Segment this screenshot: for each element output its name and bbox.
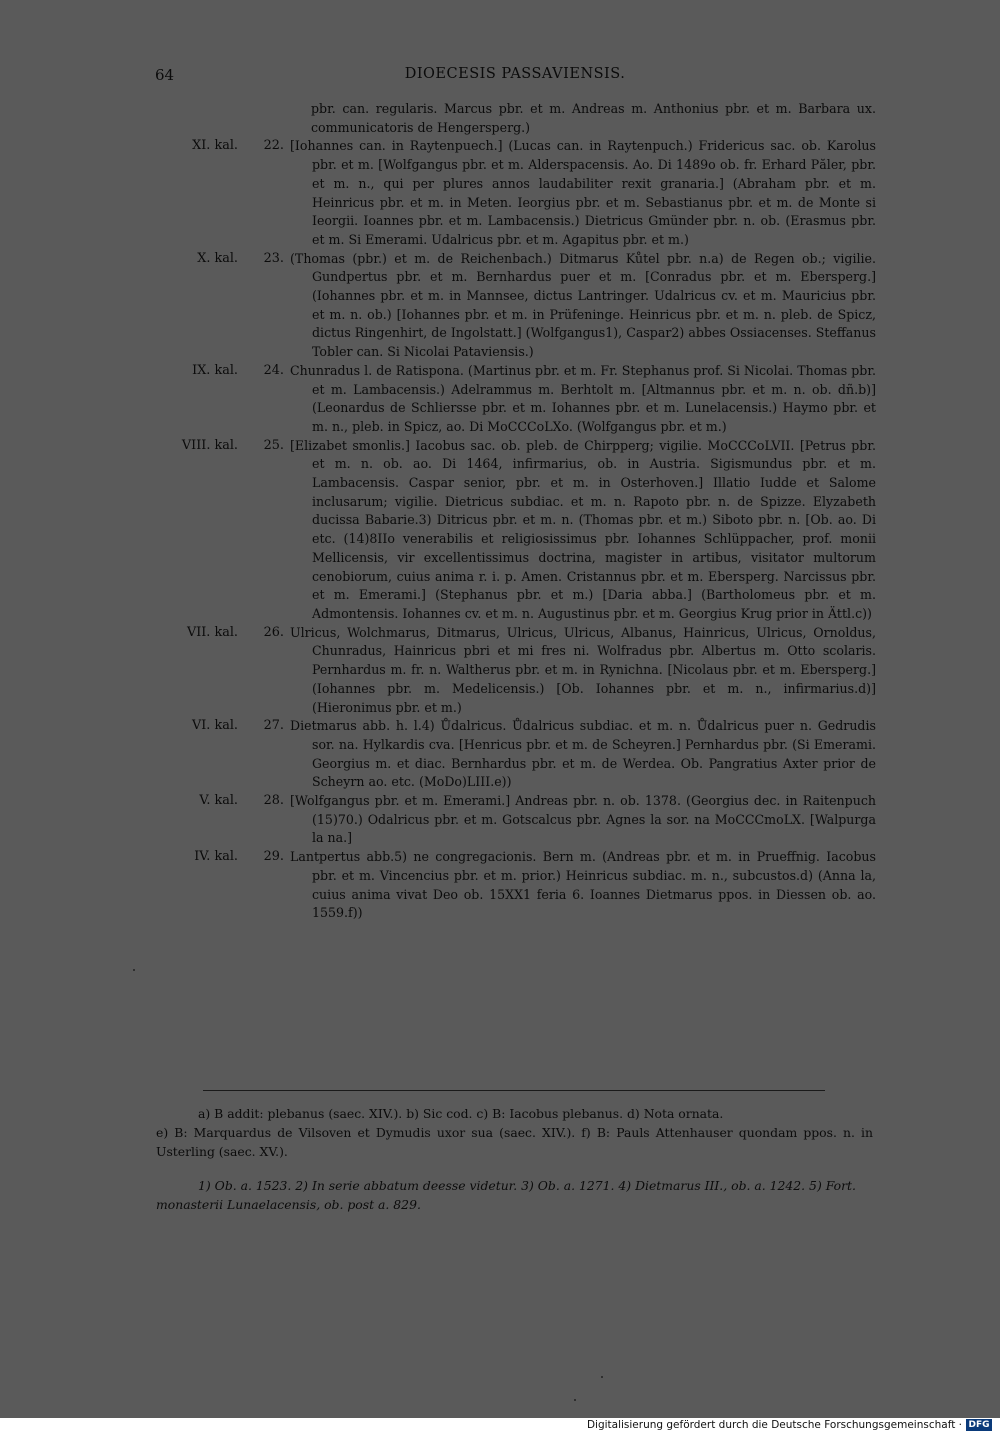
page-header (155, 66, 875, 88)
footnote-line: 1) Ob. a. 1523. 2) In serie abbatum deesse videtur. 3) Ob. a. 1271. 4) Dietmarus III., ob. a. 1242. 5) Fort. monasterii Lunaelacensis, ob. post a. 829. (156, 1178, 856, 1212)
entry-text: (Thomas (pbr.) et m. de Reichenbach.) Ditmarus Kůtel pbr. n.a) de Regen ob.; vigilie. Gundpertus pbr. et m. Bernhardus puer et m. [Conradus pbr. et m. Ebersperg.] (Iohannes pbr. et m. in Mannsee, dictus Lantringer. Udalricus cv. et m. Mauricius pbr. et m. n. ob.) [Iohannes pbr. et m. in Prüfeninge. Heinricus pbr. et m. n. pleb. de Spicz, dictus Ringenhirt, de Ingolstatt.] (Wolfgangus1), Caspar2) abbes Ossiacenses. Steffanus Tobler can. Si Nicolai Pataviensis.) (290, 250, 876, 360)
entry-xi-kal (150, 137, 876, 249)
entry-text: [Wolfgangus pbr. et m. Emerami.] Andreas pbr. n. ob. 1378. (Georgius dec. in Raitenpuch (15)70.) Odalricus pbr. et m. Gotscalcus pbr. Agnes la sor. na MoCCCmoLX. [Walpurga la na.] (290, 793, 876, 846)
entry-vii-kal (150, 624, 876, 718)
entry-v-kal (150, 792, 876, 848)
entry-kalend: X. kal. (197, 250, 238, 266)
entry-text: pbr. can. regularis. Marcus pbr. et m. Andreas m. Anthonius pbr. et m. Barbara ux. communicatoris de Hengersperg.) (311, 101, 876, 135)
entry-day-number: 29. (263, 849, 284, 865)
entry-kalend: V. kal. (199, 793, 238, 809)
page-number: 64 (155, 66, 175, 84)
footnote-line: e) B: Marquardus de Vilsoven et Dymudis uxor sua (saec. XIV.). f) B: Pauls Attenhauser quondam ppos. n. in Usterling (saec. XV.). (156, 1125, 873, 1159)
entry-day-number: 24. (263, 362, 284, 378)
entry-iv-kal (150, 848, 876, 923)
entry-kalend: VI. kal. (192, 718, 238, 734)
entry-viii-kal (150, 437, 876, 624)
entry-kalend: IV. kal. (194, 849, 238, 865)
running-head: DIOECESIS PASSAVIENSIS. (404, 66, 626, 82)
footer-credit: Digitalisierung gefördert durch die Deutsche Forschungsgemeinschaft · (586, 1419, 962, 1431)
entry-day-number: 28. (263, 793, 284, 809)
scan-speck (574, 1399, 576, 1401)
entry-text: Lantpertus abb.5) ne congregacionis. Bern m. (Andreas pbr. et m. in Prueffnig. Iacobus pbr. et m. Vincencius pbr. et m. prior.) Heinricus subdiac. m. n., subcustos.d) (Anna la, cuius anima vivat Deo ob. 15XX1 feria 6. Ioannes Dietmarus ppos. in Diessen ob. ao. 1559.f)) (290, 849, 876, 921)
entry-day-number: 23. (263, 250, 284, 266)
footnote-line: a) B addit: plebanus (saec. XIV.). b) Sic cod. c) B: Iacobus plebanus. d) Nota ornata. (198, 1106, 724, 1121)
entry-day-number: 22. (263, 138, 284, 154)
entry-kalend: XI. kal. (192, 138, 238, 154)
entry-text: [Elizabet smonlis.] Iacobus sac. ob. pleb. de Chirpperg; vigilie. MoCCCoLVII. [Petrus pbr. et m. n. ob. ao. Di 1464, infirmarius, ob. in Austria. Sigismundus pbr. et m. Lambacensis. Caspar senior, pbr. et m. in Osterhoven.] Illatio Iudde et Salome inclusarum; vigilie. Dietricus subdiac. et m. n. Rapoto pbr. n. de Spizze. Elyzabeth ducissa Babarie.3) Ditricus pbr. et m. n. (Thomas pbr. et m.) Siboto pbr. n. [Ob. ao. Di etc. (14)8IIo venerabilis et religiosissimus pbr. Iohannes Schlüppacher, prof. monii Mellicensis, vir excellentissimus doctrina, magister in artibus, visitator multorum cenobiorum, cuius anima r. i. p. Amen. Cristannus pbr. et m. Ebersperg. Narcissus pbr. et m. Emerami.] (Stephanus pbr. et m.) [Daria abba.] (Bartholomeus pbr. et m. Admontensis. Iohannes cv. et m. n. Augustinus pbr. et m. Georgius Krug prior in Ättl.c)) (290, 437, 876, 621)
entry-kalend: VII. kal. (186, 624, 238, 640)
entry-text: [Iohannes can. in Raytenpuech.] (Lucas can. in Raytenpuch.) Fridericus sac. ob. Karolus pbr. et m. [Wolfgangus pbr. et m. Alderspacensis. Ao. Di 1489o ob. fr. Erhard Păler, pbr. et m. n., qui per plures annos laudabiliter rexit granaria.] (Abraham pbr. et m. Heinricus pbr. et m. in Meten. Ieorgius pbr. et m. Sebastianus pbr. et m. de Monte si Ieorgii. Ioannes pbr. et m. Lambacensis.) Dietricus Gmünder pbr. n. ob. (Erasmus pbr. et m. Si Emerami. Udalricus pbr. et m. Agapitus pbr. et m.) (290, 138, 876, 247)
entry-vi-kal (150, 717, 876, 792)
entry-day-number: 27. (263, 718, 284, 734)
entry-kalend: IX. kal. (192, 362, 238, 378)
entry-text: Chunradus l. de Ratispona. (Martinus pbr. et m. Fr. Stephanus prof. Si Nicolai. Thomas pbr. et m. Lambacensis.) Adelrammus m. Berhtolt m. [Altmannus pbr. et m. n. ob. dñ.b)] (Leonardus de Schliersse pbr. et m. Iohannes pbr. et m. Lunelacensis.) Haymo pbr. et m. n., pleb. in Spicz, ao. Di MoCCCoLXo. (Wolfgangus pbr. et m.) (290, 362, 876, 434)
entry-day-number: 25. (263, 437, 284, 453)
entry-kalend: VIII. kal. (181, 437, 238, 453)
scan-speck (601, 1376, 603, 1378)
entry-text: Dietmarus abb. h. l.4) Ůdalricus. Ůdalricus subdiac. et m. n. Ůdalricus puer n. Gedrudis sor. na. Hylkardis cva. [Henricus pbr. et m. de Scheyren.] Pernhardus pbr. (Si Emerami. Georgius m. et diac. Bernhardus pbr. et m. de Werdea. Ob. Pangratius Axter prior de Scheyrn ao. etc. (MoDo)LIII.e)) (290, 718, 876, 790)
entry-text: Ulricus, Wolchmarus, Ditmarus, Ulricus, Ulricus, Albanus, Hainricus, Ulricus, Ornoldus, Chunradus, Hainricus pbri et mi fres ni. Wolfradus pbr. Albertus m. Otto scolaris. Pernhardus m. fr. n. Waltherus pbr. et m. in Rynichna. [Nicolaus pbr. et m. Ebersperg.] (Iohannes pbr. m. Medelicensis.) [Ob. Iohannes pbr. et m. n., infirmarius.d)] (Hieronimus pbr. et m.) (290, 624, 876, 715)
footnote-divider (203, 1090, 825, 1091)
continuation-entry (150, 100, 876, 137)
entry-x-kal (150, 250, 876, 362)
numbered-footnotes (156, 1176, 873, 1214)
entry-ix-kal (150, 362, 876, 437)
letter-footnotes (156, 1104, 873, 1161)
dfg-logo: DFG (966, 1419, 992, 1431)
entry-day-number: 26. (263, 624, 284, 640)
necrology-entries (150, 100, 876, 923)
scan-speck (133, 969, 135, 971)
